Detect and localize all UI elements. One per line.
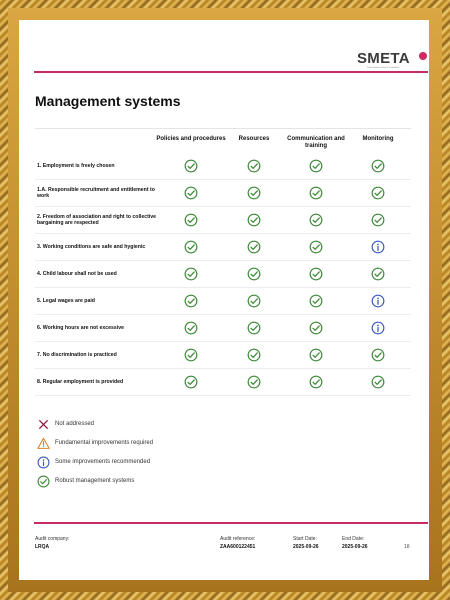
check-circle-icon [184, 213, 198, 227]
audit-reference-value: ZAA600122451 [220, 544, 256, 550]
column-header-policies: Policies and procedures [156, 136, 226, 142]
start-date-label: Start Date: [293, 536, 317, 542]
check-circle-icon [247, 294, 261, 308]
row-label: 4. Child labour shall not be used [37, 270, 117, 277]
table-row [35, 287, 411, 315]
legend-label: Fundamental improvements required [55, 440, 154, 446]
check-circle-icon [309, 375, 323, 389]
check-circle-icon [247, 348, 261, 362]
check-circle-icon [309, 294, 323, 308]
check-circle-icon [309, 159, 323, 173]
table-row [35, 152, 411, 180]
check-circle-icon [247, 240, 261, 254]
check-circle-icon [247, 213, 261, 227]
logo-mark [419, 52, 427, 60]
column-header-communication: Communication and training [287, 136, 345, 149]
row-label: 7. No discrimination is practiced [37, 351, 117, 358]
table-row [35, 233, 411, 261]
row-label: 6. Working hours are not excessive [37, 324, 124, 331]
audit-reference-label: Audit reference: [220, 536, 256, 542]
info-icon [371, 240, 385, 254]
check-circle-icon [184, 321, 198, 335]
check-circle-icon [184, 240, 198, 254]
check-circle-icon [184, 294, 198, 308]
check-circle-icon [309, 240, 323, 254]
info-icon [371, 321, 385, 335]
column-header-resources: Resources [238, 136, 270, 142]
legend-label: Not addressed [55, 421, 95, 427]
info-icon [371, 294, 385, 308]
logo-tagline: Sedex Members Ethical Trade Audit [367, 67, 399, 69]
legend-label: Robust management systems [55, 478, 135, 484]
table-row [35, 260, 411, 288]
check-circle-icon [371, 375, 385, 389]
page-number: 18 [404, 544, 410, 550]
check-circle-icon [309, 267, 323, 281]
check-circle-icon [247, 321, 261, 335]
check-circle-icon [247, 375, 261, 389]
row-label: 1.A. Responsible recruitment and entitlement to work [37, 186, 155, 199]
audit-company-value: LRQA [35, 544, 50, 550]
table-top-divider [35, 128, 411, 129]
check-circle-icon [184, 186, 198, 200]
row-label: 5. Legal wages are paid [37, 297, 95, 304]
table-row [35, 179, 411, 207]
warning-icon [37, 437, 50, 450]
table-row [35, 368, 411, 396]
end-date-value: 2025-09-26 [342, 544, 368, 550]
check-circle-icon [309, 186, 323, 200]
start-date-value: 2025-09-26 [293, 544, 319, 550]
check-circle-icon [371, 159, 385, 173]
x-icon [37, 418, 50, 431]
check-circle-icon [184, 267, 198, 281]
column-header-monitoring: Monitoring [362, 136, 394, 142]
legend-label: Some improvements recommended [55, 459, 151, 465]
section-title: Management systems [35, 93, 181, 109]
table-row [35, 341, 411, 369]
end-date-label: End Date: [342, 536, 365, 542]
check-circle-icon [184, 375, 198, 389]
check-circle-icon [184, 348, 198, 362]
check-circle-icon [371, 186, 385, 200]
table-row [35, 206, 411, 234]
check-circle-icon [371, 348, 385, 362]
footer-divider [34, 522, 428, 524]
row-label: 2. Freedom of association and right to collective bargaining are respected [37, 213, 157, 226]
check-circle-icon [309, 213, 323, 227]
audit-company-label: Audit company: [35, 536, 70, 542]
smeta-logo [357, 50, 427, 72]
check-circle-icon [247, 159, 261, 173]
row-label: 8. Regular employment is provided [37, 378, 124, 385]
check-circle-icon [371, 267, 385, 281]
check-circle-icon [309, 321, 323, 335]
check-circle-icon [184, 159, 198, 173]
header-divider [34, 71, 428, 73]
row-label: 3. Working conditions are safe and hygienic [37, 243, 146, 250]
table-row [35, 314, 411, 342]
row-label: 1. Employment is freely chosen [37, 162, 115, 169]
document-page [19, 20, 429, 580]
check-circle-icon [371, 213, 385, 227]
logo-text: SMETA [357, 50, 410, 67]
info-icon [37, 456, 50, 469]
check-circle-icon [247, 267, 261, 281]
check-circle-icon [247, 186, 261, 200]
check-circle-icon [37, 475, 50, 488]
check-circle-icon [309, 348, 323, 362]
